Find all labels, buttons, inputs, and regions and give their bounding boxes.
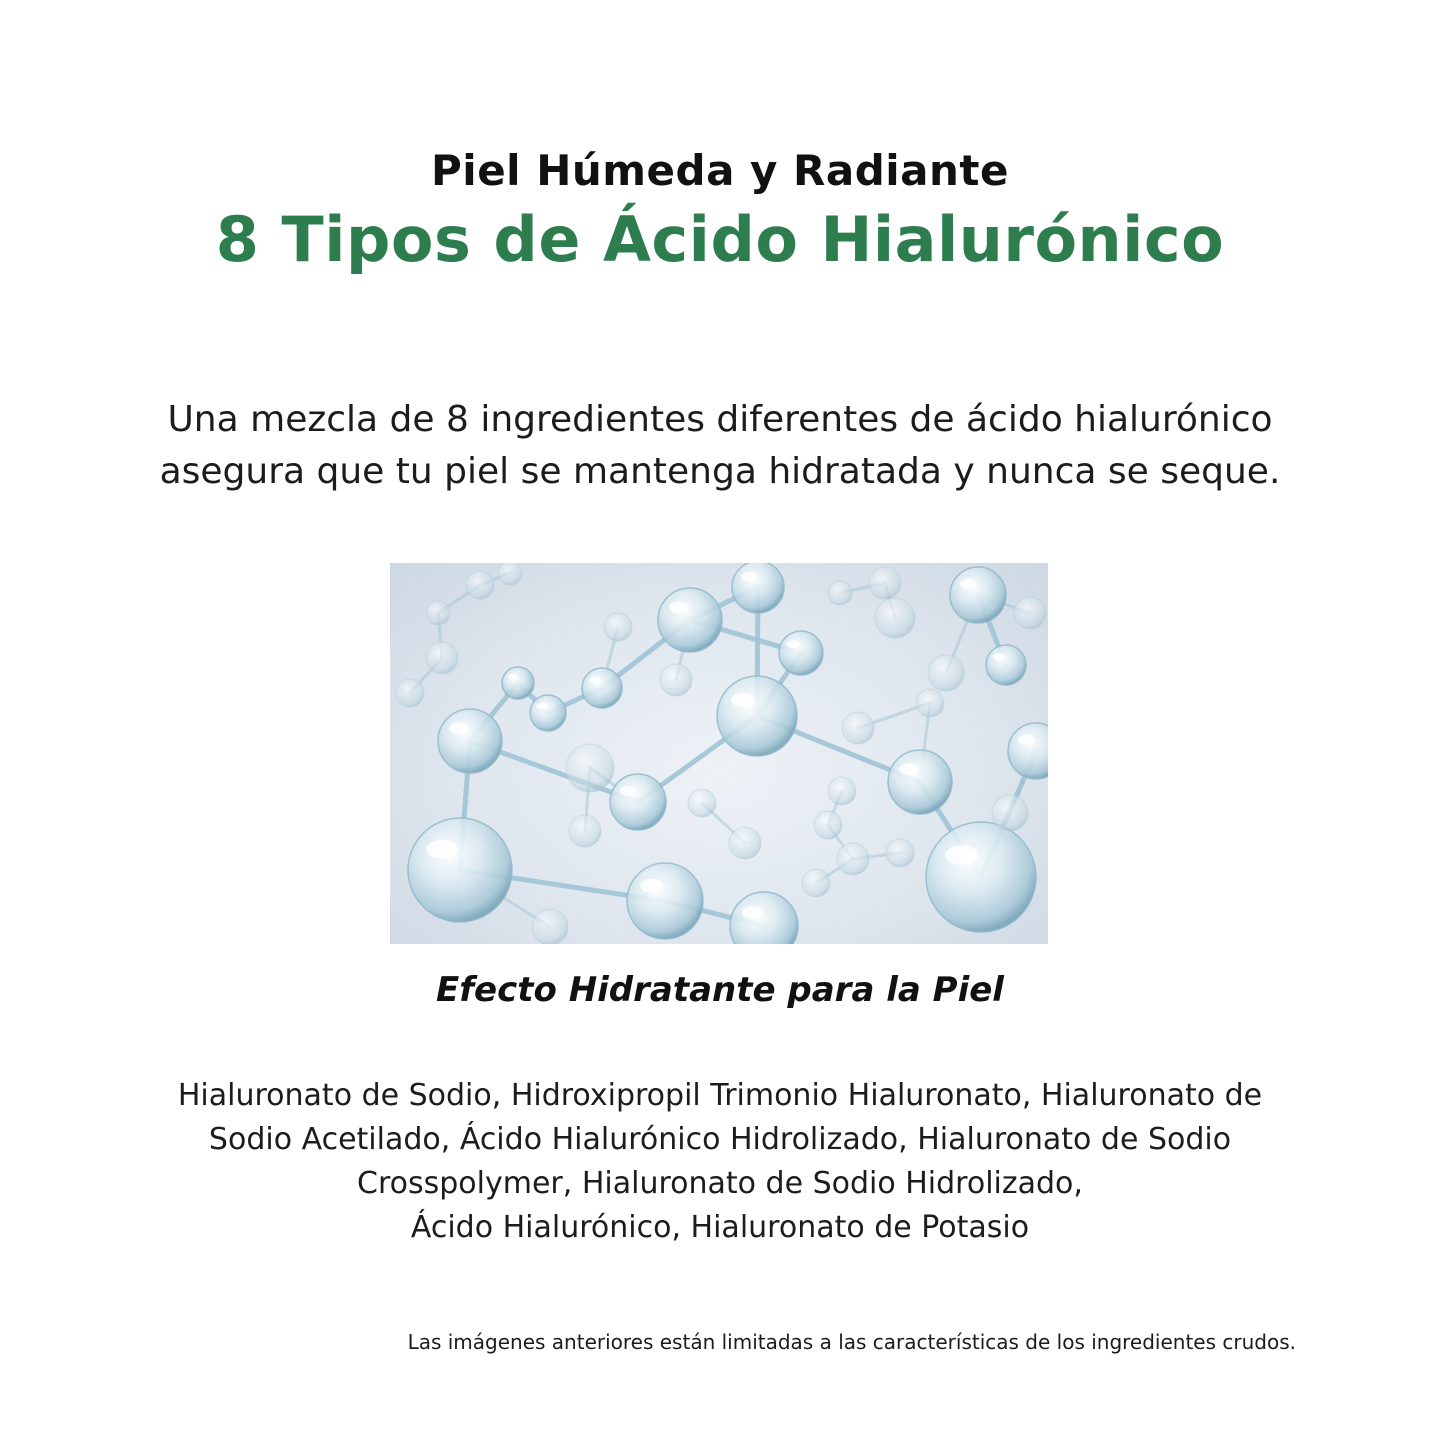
- molecule-atom: [498, 563, 522, 585]
- molecule-atom: [438, 709, 502, 773]
- molecule-atom: [888, 750, 952, 814]
- molecule-atom: [730, 892, 798, 944]
- molecule-atom: [926, 822, 1036, 932]
- description-line: Una mezcla de 8 ingredientes diferentes de ácido hialurónico: [167, 399, 1273, 440]
- description-text: [150, 394, 1290, 498]
- molecule-atom: [582, 668, 622, 708]
- molecule-atom: [627, 863, 703, 939]
- molecule-atom: [717, 676, 797, 756]
- atom-highlight: [731, 693, 755, 707]
- molecule-atom: [992, 795, 1028, 831]
- molecule-atom: [950, 567, 1006, 623]
- molecule-atom: [779, 631, 823, 675]
- ingredients-line: Sodio Acetilado, Ácido Hialurónico Hidrolizado, Hialuronato de Sodio: [208, 1122, 1232, 1157]
- molecule-atom: [875, 598, 915, 638]
- molecule-atom: [502, 667, 534, 699]
- page-subtitle: Piel Húmeda y Radiante: [431, 146, 1009, 195]
- disclaimer-note: Las imágenes anteriores están limitadas a las características de los ingredientes crudos.: [407, 1330, 1296, 1354]
- atom-highlight: [589, 676, 601, 683]
- molecule-illustration: [390, 563, 1048, 944]
- molecule-atom: [1014, 597, 1046, 629]
- molecule-atom: [604, 613, 632, 641]
- atom-highlight: [449, 722, 468, 734]
- ingredients-list: [120, 1074, 1320, 1250]
- atom-highlight: [640, 879, 663, 893]
- molecule-atom: [658, 588, 722, 652]
- molecule-atom: [837, 843, 869, 875]
- molecule-atom: [532, 909, 568, 944]
- molecule-atom: [828, 581, 852, 605]
- molecule-atom: [688, 789, 716, 817]
- molecule-atom: [566, 744, 614, 792]
- molecule-atom: [408, 818, 512, 922]
- image-caption: Efecto Hidratante para la Piel: [436, 970, 1004, 1010]
- molecule-structure-image: [390, 563, 1048, 944]
- ingredients-line: Ácido Hialurónico, Hialuronato de Potasio: [410, 1210, 1030, 1245]
- atom-highlight: [742, 906, 762, 918]
- molecule-atom: [842, 712, 874, 744]
- molecule-atom: [732, 563, 784, 613]
- molecule-atom: [569, 815, 601, 847]
- page-title: 8 Tipos de Ácido Hialurónico: [215, 203, 1225, 276]
- molecule-atom: [814, 811, 842, 839]
- molecule-atom: [660, 664, 692, 696]
- molecule-atom: [802, 869, 830, 897]
- molecule-atom: [729, 827, 761, 859]
- molecule-atom: [986, 645, 1026, 685]
- atom-highlight: [899, 763, 918, 775]
- atom-highlight: [620, 786, 637, 796]
- atom-highlight: [536, 703, 547, 709]
- molecule-atom: [886, 839, 914, 867]
- atom-highlight: [960, 579, 977, 589]
- molecule-atom: [426, 601, 450, 625]
- molecule-atom: [928, 655, 964, 691]
- atom-highlight: [993, 653, 1005, 660]
- molecule-atom: [828, 777, 856, 805]
- atom-highlight: [945, 845, 978, 865]
- atom-highlight: [669, 601, 688, 613]
- molecule-atom: [916, 689, 944, 717]
- molecule-atom: [396, 679, 424, 707]
- molecule-atom: [466, 571, 494, 599]
- atom-highlight: [426, 840, 457, 859]
- atom-highlight: [741, 572, 757, 581]
- atom-highlight: [508, 674, 518, 680]
- molecule-atom: [426, 642, 458, 674]
- atom-highlight: [1018, 735, 1035, 745]
- molecule-atom: [610, 774, 666, 830]
- molecule-atom: [869, 567, 901, 599]
- ingredients-line: Crosspolymer, Hialuronato de Sodio Hidrolizado,: [357, 1166, 1083, 1201]
- molecule-atom: [530, 695, 566, 731]
- atom-highlight: [787, 640, 800, 648]
- description-line: asegura que tu piel se mantenga hidratada y nunca se seque.: [159, 451, 1281, 492]
- ingredients-line: Hialuronato de Sodio, Hidroxipropil Trimonio Hialuronato, Hialuronato de: [177, 1078, 1263, 1113]
- molecule-atom: [1008, 723, 1048, 779]
